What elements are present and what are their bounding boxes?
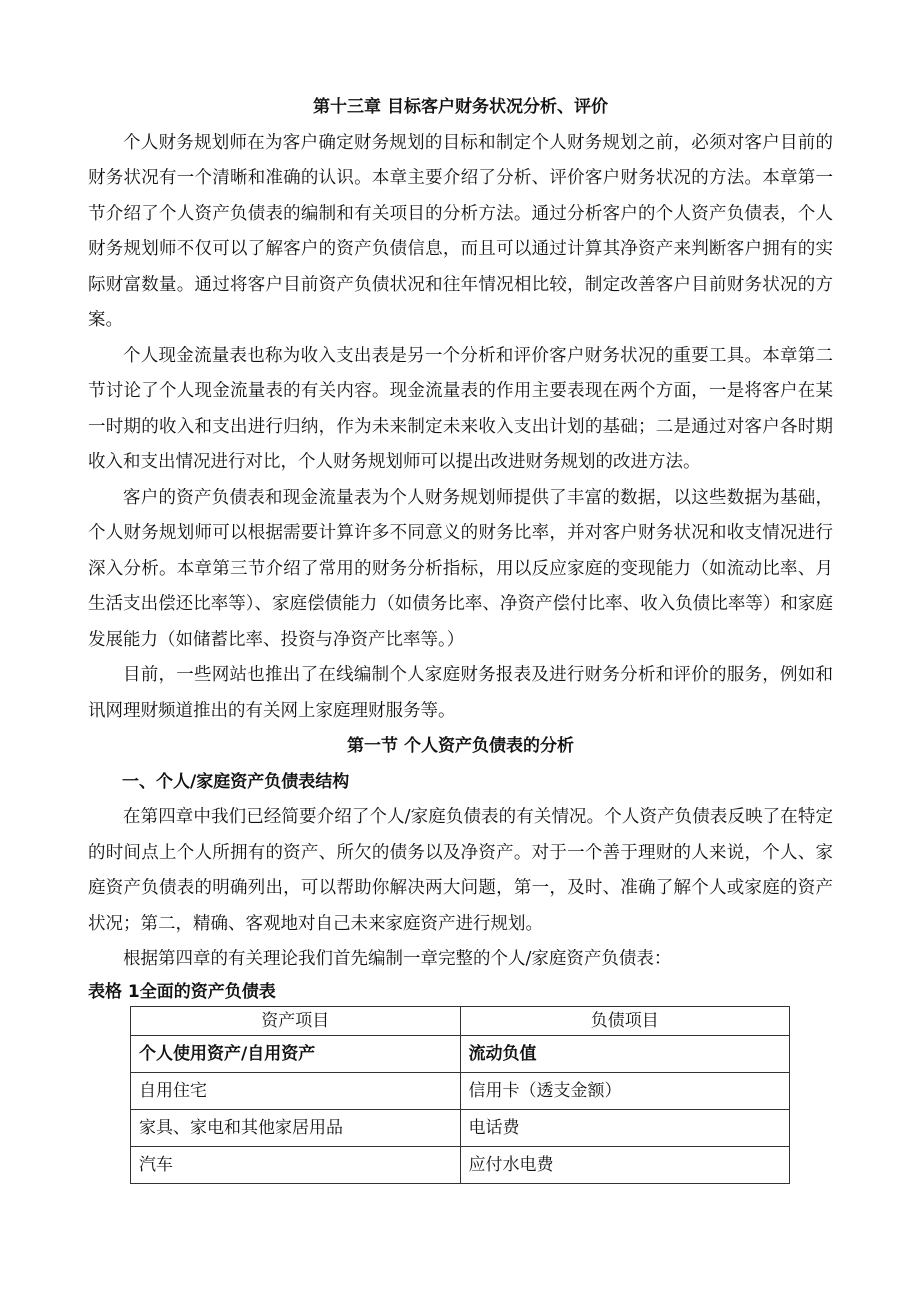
table-row bbox=[131, 1035, 790, 1072]
table-cell: 电话费 bbox=[460, 1109, 790, 1146]
document-page bbox=[88, 90, 833, 1184]
table-cell: 家具、家电和其他家居用品 bbox=[131, 1109, 461, 1146]
chapter-title: 第十三章 目标客户财务状况分析、评价 bbox=[313, 97, 608, 117]
section-title: 第一节 个人资产负债表的分析 bbox=[347, 736, 574, 756]
table-cell: 应付水电费 bbox=[460, 1146, 790, 1183]
table-cell: 个人使用资产/自用资产 bbox=[131, 1035, 461, 1072]
table-cell: 自用住宅 bbox=[131, 1072, 461, 1109]
balance-sheet-table bbox=[130, 1006, 790, 1184]
intro-paragraph-1: 个人财务规划师在为客户确定财务规划的目标和制定个人财务规划之前，必须对客户目前的财务状况有一个清晰和准确的认识。本章主要介绍了分析、评价客户财务状况的方法。本章第一节介绍了个人资产负债表的编制和有关项目的分析方法。通过分析客户的个人资产负债表，个人财务规划师不仅可以了解客户的资产负债信息，而且可以通过计算其净资产来判断客户拥有的实际财富数量。通过将客户目前资产负债状况和往年情况相比较，制定改善客户目前财务状况的方案。 bbox=[88, 132, 833, 330]
table-cell: 信用卡（透支金额） bbox=[460, 1072, 790, 1109]
intro-paragraph-4: 目前，一些网站也推出了在线编制个人家庭财务报表及进行财务分析和评价的服务，例如和讯网理财频道推出的有关网上家庭理财服务等。 bbox=[88, 665, 833, 721]
table-row bbox=[131, 1146, 790, 1183]
table-header-row bbox=[131, 1006, 790, 1035]
intro-paragraph-3: 客户的资产负债表和现金流量表为个人财务规划师提供了丰富的数据，以这些数据为基础，个人财务规划师可以根据需要计算许多不同意义的财务比率，并对客户财务状况和收支情况进行深入分析。本章第三节介绍了常用的财务分析指标，用以反应家庭的变现能力（如流动比率、月生活支出偿还比率等）、家庭偿债能力（如债务比率、净资产偿付比率、收入负债比率等）和家庭发展能力（如储蓄比率、投资与净资产比率等。） bbox=[88, 487, 833, 650]
table-row bbox=[131, 1109, 790, 1146]
table-row bbox=[131, 1072, 790, 1109]
table-cell: 汽车 bbox=[131, 1146, 461, 1183]
section-paragraph-2: 根据第四章的有关理论我们首先编制一章完整的个人/家庭资产负债表： bbox=[123, 949, 672, 969]
intro-paragraph-2: 个人现金流量表也称为收入支出表是另一个分析和评价客户财务状况的重要工具。本章第二节讨论了个人现金流量表的有关内容。现金流量表的作用主要表现在两个方面，一是将客户在某一时期的收入和支出进行归纳，作为未来制定未来收入支出计划的基础；二是通过对客户各时期收入和支出情况进行对比，个人财务规划师可以提出改进财务规划的改进方法。 bbox=[88, 345, 833, 472]
section-paragraph-1: 在第四章中我们已经简要介绍了个人/家庭负债表的有关情况。个人资产负债表反映了在特定的时间点上个人所拥有的资产、所欠的债务以及净资产。对于一个善于理财的人来说，个人、家庭资产负债表的明确列出，可以帮助你解决两大问题，第一，及时、准确了解个人或家庭的资产状况；第二，精确、客观地对自己未来家庭资产进行规划。 bbox=[88, 807, 833, 934]
table-header-assets: 资产项目 bbox=[131, 1006, 461, 1035]
subsection-title: 一、个人/家庭资产负债表结构 bbox=[122, 771, 350, 792]
table-cell: 流动负值 bbox=[460, 1035, 790, 1072]
table-header-liabilities: 负债项目 bbox=[460, 1006, 790, 1035]
table-caption: 表格 1全面的资产负债表 bbox=[88, 981, 276, 1002]
